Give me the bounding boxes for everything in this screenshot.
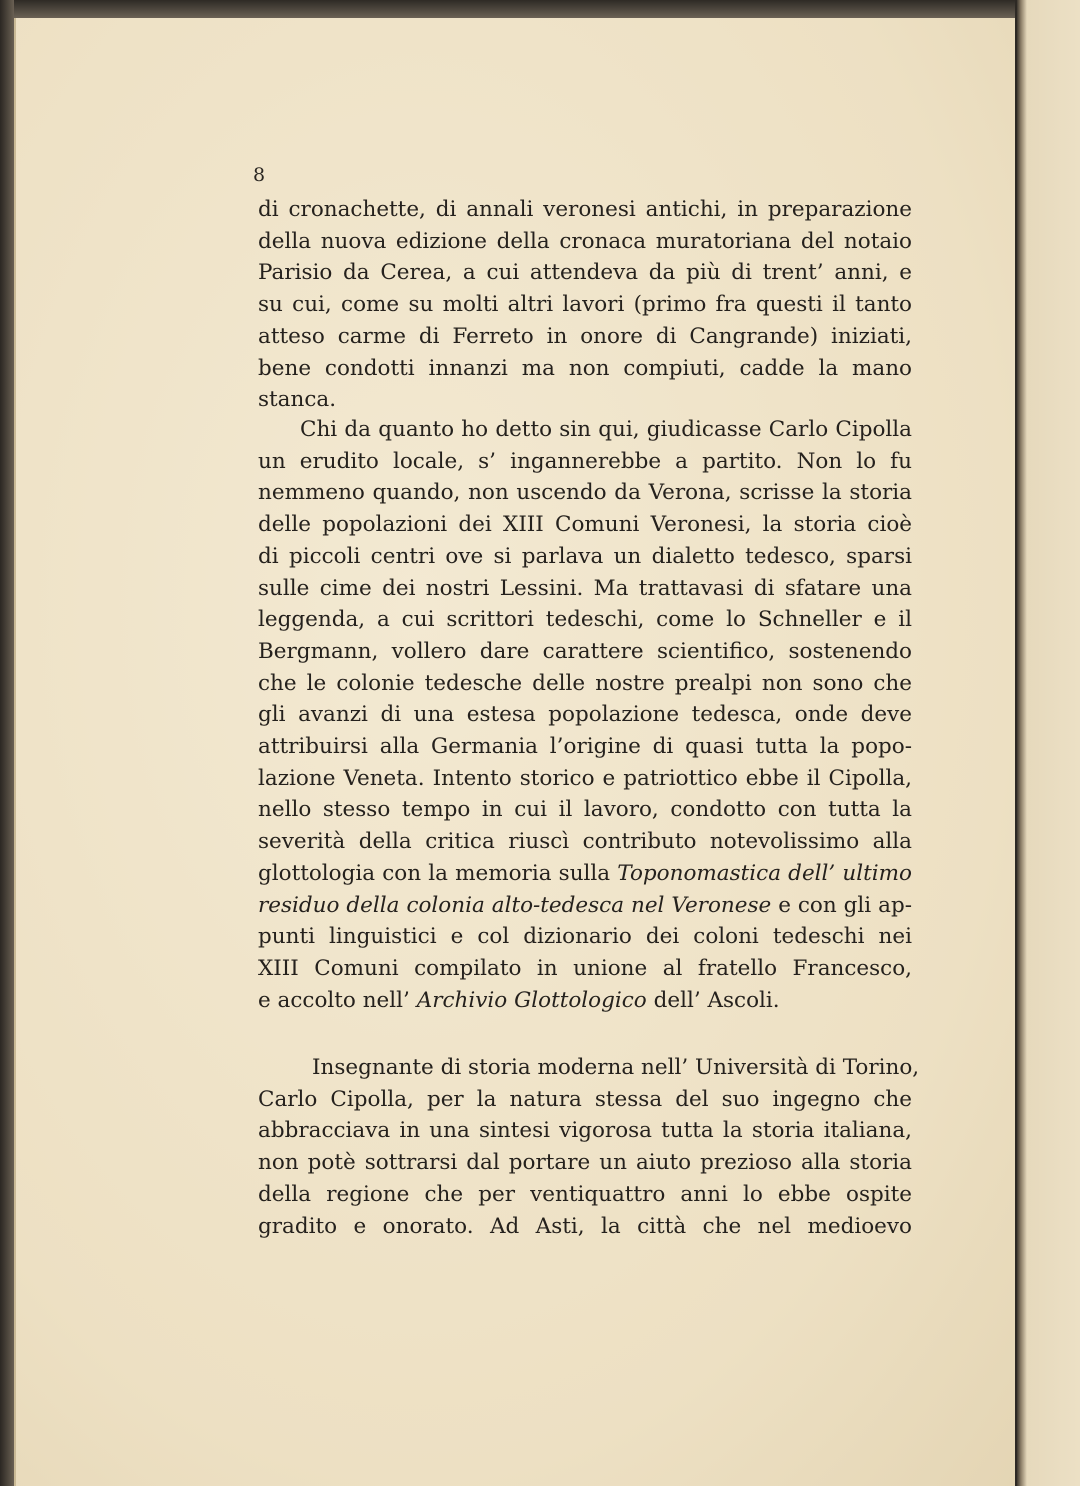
text-segment: attribuirsi alla Germania l’origine di quasi tutta la popo- <box>258 734 912 759</box>
text-line <box>258 892 912 920</box>
text-segment: severità della critica riuscì contributo notevolissimo alla <box>258 829 912 855</box>
italic-title-text: residuo della colonia alto-tedesca nel Veronese <box>258 892 772 918</box>
text-segment: atteso carme di Ferreto in onore di Cangrande) iniziati, <box>258 323 912 349</box>
text-segment: gli avanzi di una estesa popolazione tedesca, onde deve <box>258 702 912 728</box>
text-line <box>258 228 912 256</box>
text-segment: stanca. <box>258 387 337 413</box>
text-segment: leggenda, a cui scrittori tedeschi, come lo Schneller e il <box>258 607 912 633</box>
text-segment: su cui, come su molti altri lavori (primo fra questi il tanto <box>258 292 912 318</box>
text-line <box>258 1213 912 1241</box>
text-line <box>258 701 912 729</box>
text-line <box>258 323 912 351</box>
text-line <box>258 1117 912 1145</box>
text-line <box>258 638 912 666</box>
text-line <box>258 923 912 951</box>
text-segment: Parisio da Cerea, a cui attendeva da più di trent’ anni, e <box>258 260 912 286</box>
text-segment: Carlo Cipolla, per la natura stessa del suo ingegno che <box>258 1086 912 1112</box>
text-line <box>258 860 912 888</box>
text-line <box>300 416 912 444</box>
text-line <box>258 733 912 761</box>
text-segment: Insegnante di storia moderna nell’ Università di Torino, <box>312 1055 920 1080</box>
text-line <box>258 1149 912 1177</box>
text-segment: bene condotti innanzi ma non compiuti, cadde la mano <box>258 355 912 381</box>
text-segment: nemmeno quando, non uscendo da Verona, scrisse la storia <box>258 480 912 506</box>
text-line <box>258 196 912 224</box>
text-segment: della regione che per ventiquattro anni lo ebbe ospite <box>258 1181 912 1207</box>
text-line <box>258 448 912 476</box>
text-segment: Bergmann, vollero dare carattere scientifico, sostenendo <box>258 638 912 664</box>
text-segment: e con gli ap- <box>771 892 912 918</box>
text-line <box>258 355 912 383</box>
text-segment: e accolto nell’ <box>258 987 417 1013</box>
text-line <box>258 386 912 414</box>
text-segment: che le colonie tedesche delle nostre prealpi non sono che <box>258 670 912 696</box>
scan-left-edge <box>0 0 14 1486</box>
text-line <box>258 479 912 507</box>
text-line <box>258 796 912 824</box>
facing-page-edge <box>1017 0 1080 1486</box>
text-segment: delle popolazioni dei XIII Comuni Veronesi, la storia cioè <box>258 512 912 538</box>
text-line <box>258 511 912 539</box>
text-segment: lazione Veneta. Intento storico e patriottico ebbe il Cipolla, <box>258 765 912 791</box>
text-line <box>258 291 912 319</box>
text-segment: di cronachette, di annali veronesi antichi, in preparazione <box>258 197 912 222</box>
text-line <box>258 670 912 698</box>
text-segment: abbracciava in una sintesi vigorosa tutta la storia italiana, <box>258 1118 912 1144</box>
text-line <box>258 828 912 856</box>
page-number: 8 <box>253 164 266 186</box>
text-segment: punti linguistici e col dizionario dei coloni tedeschi nei <box>258 924 912 950</box>
text-segment: nello stesso tempo in cui il lavoro, condotto con tutta la <box>258 797 912 823</box>
text-line <box>258 1086 912 1114</box>
text-line <box>258 543 912 571</box>
text-segment: XIII Comuni compilato in unione al fratello Francesco, <box>258 955 912 981</box>
text-segment: gradito e onorato. Ad Asti, la città che nel medioevo <box>258 1213 912 1239</box>
text-segment: della nuova edizione della cronaca muratoriana del notaio <box>258 228 912 254</box>
text-segment: Chi da quanto ho detto sin qui, giudicasse Carlo Cipolla <box>300 417 912 442</box>
text-line <box>258 1181 912 1209</box>
text-line <box>258 987 912 1015</box>
text-line <box>258 955 912 983</box>
text-line <box>258 259 912 287</box>
text-line <box>258 606 912 634</box>
text-segment: dell’ Ascoli. <box>646 987 780 1013</box>
text-segment: non potè sottrarsi dal portare un aiuto prezioso alla storia <box>258 1150 912 1176</box>
text-segment: glottologia con la memoria sulla <box>258 860 618 886</box>
italic-title-text: Archivio Glottologico <box>416 987 647 1013</box>
text-line <box>258 765 912 793</box>
text-line <box>258 575 912 603</box>
text-segment: di piccoli centri ove si parlava un dialetto tedesco, sparsi <box>258 543 912 569</box>
text-segment: un erudito locale, s’ ingannerebbe a partito. Non lo fu <box>258 448 912 474</box>
text-segment: sulle cime dei nostri Lessini. Ma trattavasi di sfatare una <box>258 575 912 601</box>
scan-top-edge <box>0 0 1080 18</box>
italic-title-text: Toponomastica dell’ ultimo <box>617 860 912 886</box>
text-line <box>312 1054 920 1082</box>
